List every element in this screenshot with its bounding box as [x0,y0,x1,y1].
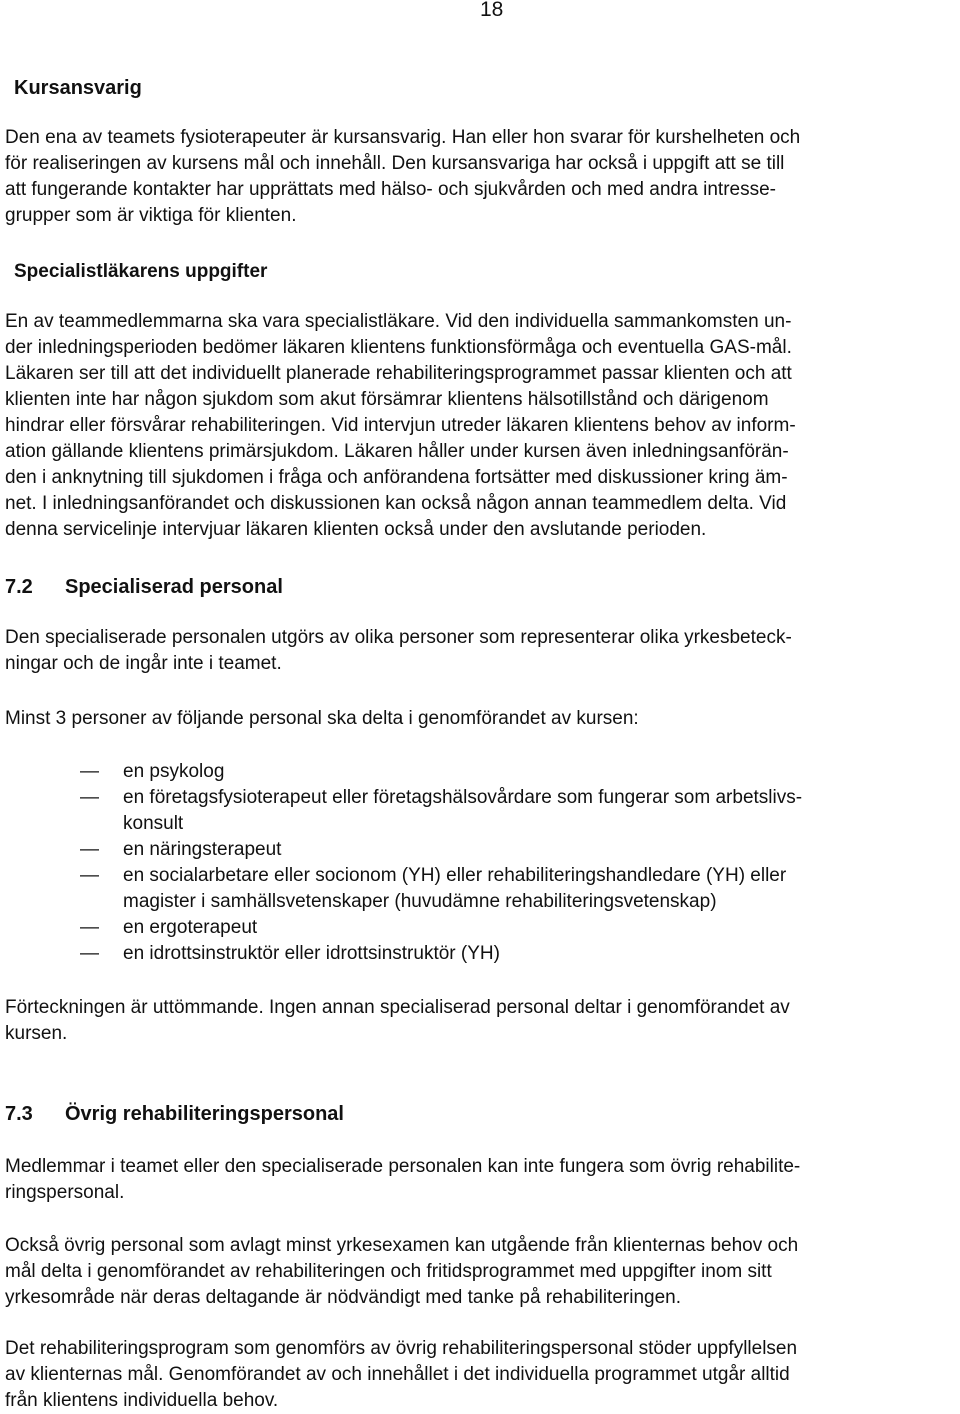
text-line: Läkaren ser till att det individuellt planerade rehabiliteringsprogrammet passar klienten och att [5,363,792,384]
list-item [5,863,959,915]
text-line: en ergoterapeut [123,917,258,938]
list-item [5,915,959,941]
section-number: 7.2 [5,576,33,598]
text-line: en idrottsinstruktör eller idrottsinstruktör (YH) [123,943,500,964]
list-item [5,759,959,785]
paragraph-kursansvarig [5,125,959,229]
dash-bullet: — [80,839,99,860]
list-item [5,941,959,967]
text-line: hindrar eller försvårar rehabiliteringen. Vid intervjun utreder läkaren klientens behov av inform- [5,415,796,436]
list-item [5,837,959,863]
text-line: kursen. [5,1023,68,1044]
text-line: Medlemmar i teamet eller den specialiserade personalen kan inte fungera som övrig rehabilite- [5,1156,801,1177]
heading-kursansvarig: Kursansvarig [14,77,142,99]
text-line: klienten inte har någon sjukdom som akut försämrar klientens hälsotillstånd och därigenom [5,389,769,410]
dash-bullet: — [80,865,99,886]
dash-bullet: — [80,943,99,964]
heading-7-2 [5,574,959,600]
text-line: der inledningsperioden bedömer läkaren klientens funktionsförmåga och eventuella GAS-mål. [5,337,792,358]
text-line: Den ena av teamets fysioterapeuter är kursansvarig. Han eller hon svarar för kurshelheten och [5,127,801,148]
text-line: ation gällande klientens primärsjukdom. Läkaren håller under kursen även inledningsanförän- [5,441,789,462]
text-line: konsult [123,813,184,834]
text-line: magister i samhällsvetenskaper (huvudämne rehabiliteringsvetenskap) [123,891,717,912]
text-line: att fungerande kontakter har upprättats med hälso- och sjukvården och med andra intresse- [5,179,776,200]
text-line: net. I inledningsanförandet och diskussionen kan också någon annan teammedlem delta. Vid [5,493,787,514]
text-line: en företagsfysioterapeut eller företagshälsovårdare som fungerar som arbetslivs- [123,787,803,808]
paragraph-7-2-outro [5,995,959,1047]
text-line: en näringsterapeut [123,839,282,860]
paragraph-7-2-minst: Minst 3 personer av följande personal ska delta i genomförandet av kursen: [5,708,639,729]
paragraph-specialistlakare [5,309,959,543]
section-title: Specialiserad personal [65,576,283,598]
text-line: den i anknytning till sjukdomen i fråga och anförandena fortsätter med diskussioner kring äm- [5,467,788,488]
text-line: yrkesområde när deras deltagande är nödvändigt med tanke på rehabiliteringen. [5,1287,681,1308]
heading-7-3 [5,1101,959,1127]
section-number: 7.3 [5,1103,33,1125]
personnel-list [5,759,959,967]
paragraph-7-3-c [5,1336,959,1414]
page-number: 18 [480,0,504,21]
heading-specialistlakare: Specialistläkarens uppgifter [14,261,268,282]
text-line: En av teammedlemmarna ska vara specialistläkare. Vid den individuella sammankomsten un- [5,311,792,332]
list-item [5,785,959,837]
text-line: denna servicelinje intervjuar läkaren klienten också under den avslutande perioden. [5,519,707,540]
text-line: Förteckningen är uttömmande. Ingen annan specialiserad personal deltar i genomförandet av [5,997,790,1018]
text-line: från klientens individuella behov. [5,1390,279,1411]
text-line: ringspersonal. [5,1182,125,1203]
text-line: Den specialiserade personalen utgörs av olika personer som representerar olika yrkesbeteck- [5,627,792,648]
text-line: mål delta i genomförandet av rehabiliteringen och fritidsprogrammet med uppgifter inom sitt [5,1261,772,1282]
text-line: Det rehabiliteringsprogram som genomförs av övrig rehabiliteringspersonal stöder uppfyllelsen [5,1338,798,1359]
section-title: Övrig rehabiliteringspersonal [65,1103,344,1125]
dash-bullet: — [80,917,99,938]
paragraph-7-3-a [5,1154,959,1206]
text-line: ningar och de ingår inte i teamet. [5,653,282,674]
dash-bullet: — [80,787,99,808]
text-line: en socialarbetare eller socionom (YH) eller rehabiliteringshandledare (YH) eller [123,865,787,886]
paragraph-7-2-intro [5,625,959,677]
text-line: av klienternas mål. Genomförandet av och innehållet i det individuella programmet utgår alltid [5,1364,790,1385]
text-line: grupper som är viktiga för klienten. [5,205,297,226]
dash-bullet: — [80,761,99,782]
text-line: en psykolog [123,761,225,782]
text-line: Också övrig personal som avlagt minst yrkesexamen kan utgående från klienternas behov och [5,1235,799,1256]
text-line: för realiseringen av kursens mål och innehåll. Den kursansvariga har också i uppgift att se till [5,153,785,174]
paragraph-7-3-b [5,1233,959,1311]
